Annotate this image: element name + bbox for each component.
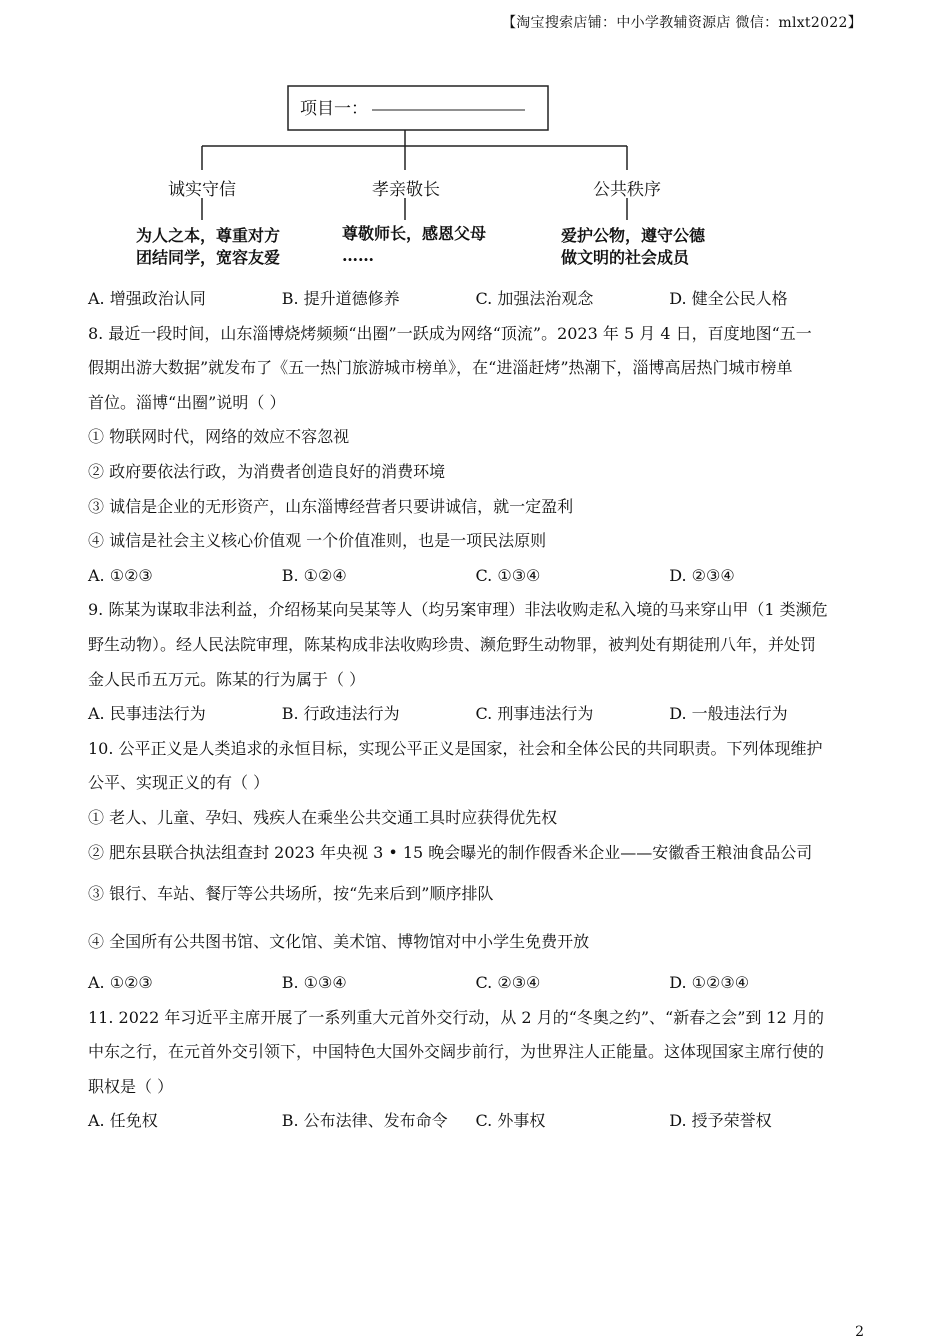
q9-options — [88, 697, 863, 732]
option: B. 行政违法行为 — [281, 704, 400, 724]
page-number: 2 — [855, 1324, 864, 1340]
question-stem: 假期出游大数据”就发布了《五一热门旅游城市榜单》，在“进淄赶烤”热潮下，淄博高居热门城市榜单 — [88, 358, 793, 378]
node-label: 孝亲敬长 — [372, 180, 440, 200]
option: D. 授予荣誉权 — [669, 1111, 772, 1131]
question-content — [88, 282, 863, 1139]
option: A. 民事违法行为 — [88, 704, 206, 724]
node-label: 公共秩序 — [593, 180, 661, 200]
option: A. ①②③ — [88, 565, 153, 585]
question-stem: 中东之行，在元首外交引领下，中国特色大国外交阔步前行，为世界注人正能量。这体现国家主席行使的 — [88, 1042, 825, 1062]
question-9 — [88, 593, 863, 731]
statement-item: ④ 全国所有公共图书馆、文化馆、美术馆、博物馆对中小学生免费开放 — [88, 932, 590, 952]
question-stem: 职权是（ ） — [88, 1076, 174, 1096]
question-stem: 11. 2022 年习近平主席开展了一系列重大元首外交行动，从 2 月的“冬奥之约”、“新春之会”到 12 月的 — [88, 1007, 824, 1027]
option: B. ①③④ — [281, 973, 347, 993]
question-stem: 野生动物）。经人民法院审理，陈某构成非法收购珍贵、濒危野生动物罪，被判处有期徒刑八年，并处罚 — [88, 634, 817, 654]
question-stem: 金人民币五万元。陈某的行为属于（ ） — [88, 669, 366, 689]
option: D. ①②③④ — [669, 973, 750, 993]
node-label: 诚实守信 — [168, 180, 236, 200]
question-stem: 10. 公平正义是人类追求的永恒目标，实现公平正义是国家，社会和全体公民的共同职责。下列体现维护 — [88, 738, 823, 758]
statement-item: ③ 诚信是企业的无形资产，山东淄博经营者只要讲诚信，就一定盈利 — [88, 496, 574, 516]
question-stem: 公平、实现正义的有（ ） — [88, 773, 270, 793]
option: C. 外事权 — [475, 1111, 546, 1131]
option: C. 刑事违法行为 — [475, 704, 594, 724]
statement-item: ② 政府要依法行政，为消费者创造良好的消费环境 — [88, 461, 446, 481]
statement-item: ② 肥东县联合执法组查封 2023 年央视 3 • 15 晚会曝光的制作假香米企业——安徽香王粮油食品公司 — [88, 842, 813, 862]
option: A. 增强政治认同 — [88, 289, 206, 308]
option: B. 公布法律、发布命令 — [281, 1111, 448, 1131]
question-stem: 8. 最近一段时间，山东淄博烧烤频频“出圈”一跃成为网络“顶流”。2023 年 5 月 4 日，百度地图“五一 — [88, 323, 812, 343]
option: B. 提升道德修养 — [281, 289, 400, 308]
question-10 — [88, 732, 863, 1001]
question-8 — [88, 317, 863, 594]
node-description: 爱护公物，遵守公德 做文明的社会成员 — [561, 226, 706, 267]
option: C. ①③④ — [475, 565, 541, 585]
option: C. 加强法治观念 — [475, 289, 594, 308]
node-description: 尊敬师长，感恩父母 …… — [342, 224, 487, 265]
statement-item: ④ 诚信是社会主义核心价值观 一个价值准则，也是一项民法原则 — [88, 531, 547, 551]
q10-options — [88, 966, 863, 1001]
question-stem: 9. 陈某为谋取非法利益，介绍杨某向吴某等人（均另案审理）非法收购走私入境的马来穿山甲（1 类濒危 — [88, 600, 828, 620]
option: D. 一般违法行为 — [669, 704, 788, 724]
question-stem: 首位。淄博“出圈”说明（ ） — [88, 392, 286, 412]
q8-options — [88, 559, 863, 594]
q7-options — [88, 282, 863, 317]
option: A. 任免权 — [88, 1111, 158, 1131]
option: D. ②③④ — [669, 565, 735, 585]
statement-item: ③ 银行、车站、餐厅等公共场所，按“先来后到”顺序排队 — [88, 884, 494, 904]
diagram-title: 项目一： — [300, 99, 368, 119]
statement-item: ① 老人、儿童、孕妇、残疾人在乘坐公共交通工具时应获得优先权 — [88, 807, 558, 827]
question-11 — [88, 1001, 863, 1139]
statement-item: ① 物联网时代，网络的效应不容忽视 — [88, 427, 350, 447]
option: A. ①②③ — [88, 973, 153, 993]
concept-diagram — [130, 80, 750, 275]
option: B. ①②④ — [281, 565, 347, 585]
q11-options — [88, 1104, 863, 1139]
node-description: 为人之本，尊重对方 团结同学，宽容友爱 — [136, 226, 281, 267]
option: D. 健全公民人格 — [669, 289, 788, 308]
header-note: 【淘宝搜索店铺：中小学教辅资源店 微信：mlxt2022】 — [501, 15, 862, 31]
option: C. ②③④ — [475, 973, 541, 993]
